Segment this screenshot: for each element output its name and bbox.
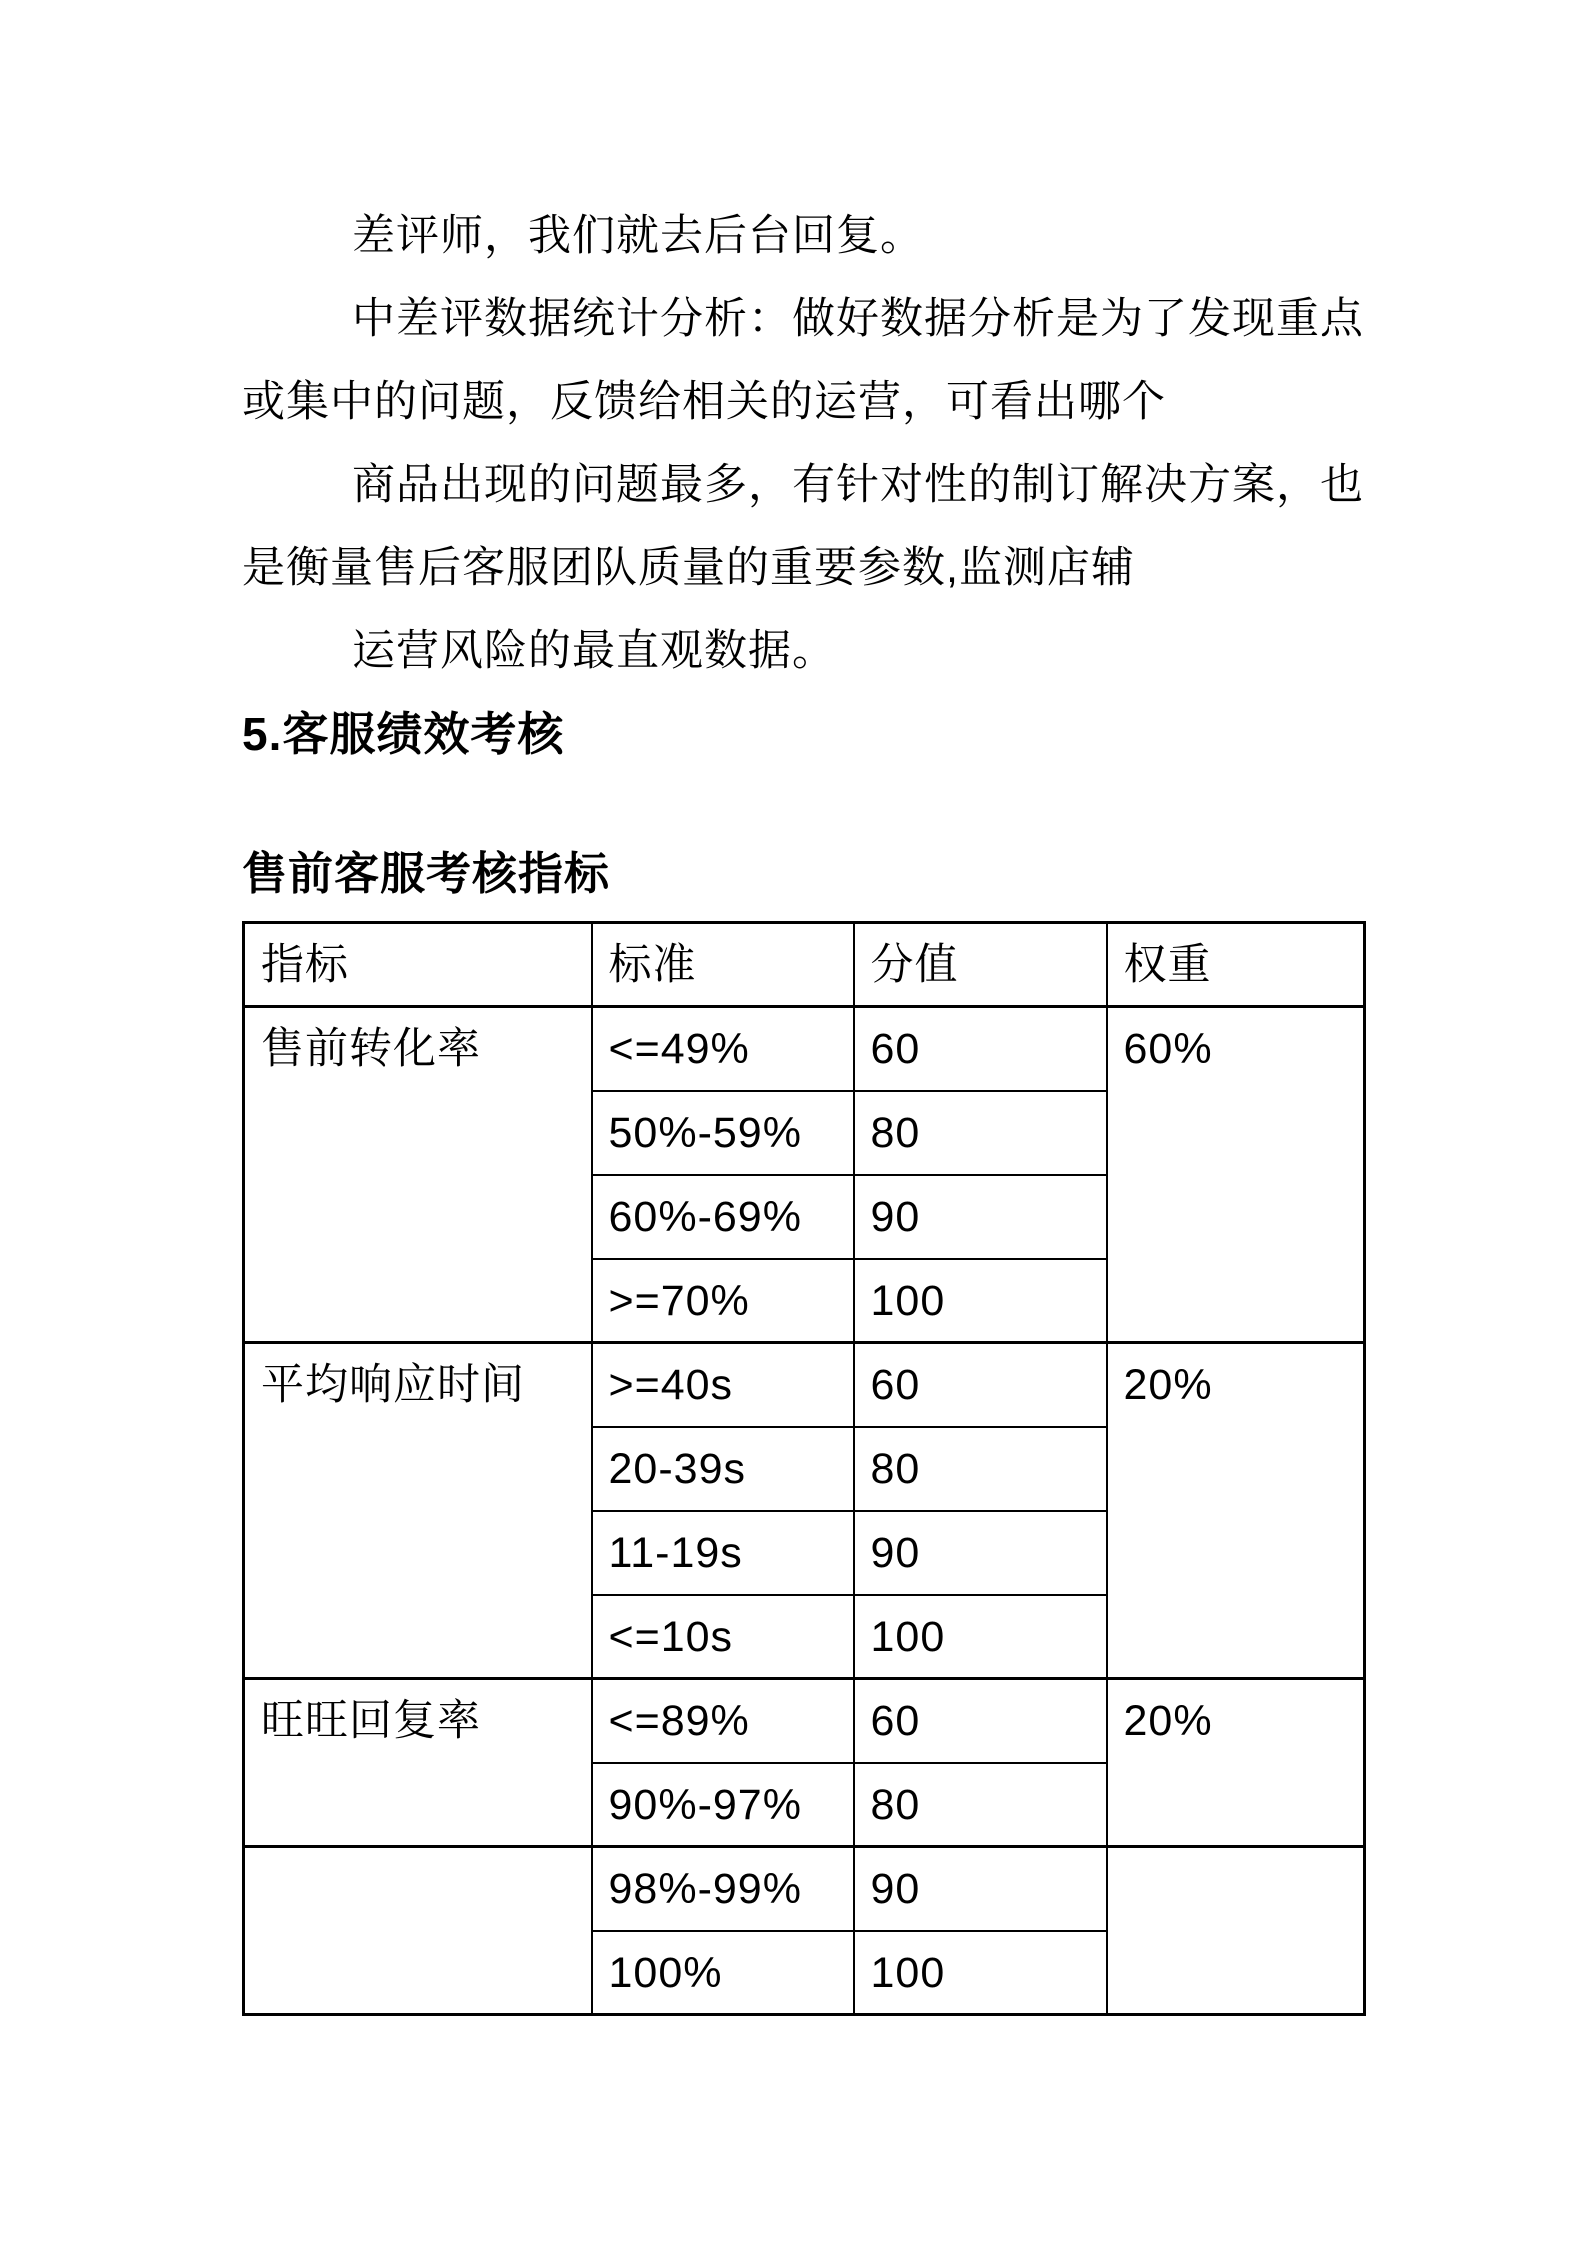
table-title: 售前客服考核指标 (242, 848, 611, 899)
body-line-2: 中差评数据统计分析：做好数据分析是为了发现重点 (352, 295, 1364, 343)
standard-cell: >=40s (592, 1343, 854, 1427)
body-line-6: 运营风险的最直观数据。 (352, 627, 836, 675)
score-cell: 90 (854, 1175, 1107, 1259)
score-cell: 90 (854, 1847, 1107, 1931)
header-cell-score: 分值 (854, 923, 1107, 1007)
score-cell: 60 (854, 1343, 1107, 1427)
header-cell-standard: 标准 (592, 923, 854, 1007)
standard-cell: 20-39s (592, 1427, 854, 1511)
weight-cell-empty (1107, 1847, 1365, 2015)
indicator-cell-empty (244, 1847, 592, 2015)
standard-cell: 60%-69% (592, 1175, 854, 1259)
score-cell: 60 (854, 1007, 1107, 1091)
weight-cell: 60% (1107, 1007, 1365, 1343)
standard-cell: 98%-99% (592, 1847, 854, 1931)
indicator-cell: 售前转化率 (244, 1007, 592, 1343)
standard-cell: 100% (592, 1931, 854, 2015)
indicator-cell: 平均响应时间 (244, 1343, 592, 1679)
body-line-3: 或集中的问题，反馈给相关的运营，可看出哪个 (242, 378, 1166, 426)
score-cell: 80 (854, 1763, 1107, 1847)
table-row (244, 1679, 1365, 1763)
standard-cell: 11-19s (592, 1511, 854, 1595)
score-cell: 60 (854, 1679, 1107, 1763)
standard-cell: >=70% (592, 1259, 854, 1343)
standard-cell: 90%-97% (592, 1763, 854, 1847)
standard-cell: 50%-59% (592, 1091, 854, 1175)
standard-cell: <=49% (592, 1007, 854, 1091)
kpi-table (242, 921, 1366, 2016)
body-line-4: 商品出现的问题最多，有针对性的制订解决方案，也 (352, 461, 1364, 509)
body-line-5: 是衡量售后客服团队质量的重要参数,监测店辅 (242, 544, 1135, 592)
score-cell: 90 (854, 1511, 1107, 1595)
weight-cell: 20% (1107, 1343, 1365, 1679)
score-cell: 100 (854, 1595, 1107, 1679)
vertical-spacer (242, 776, 1364, 832)
body-line-1: 差评师，我们就去后台回复。 (352, 212, 924, 260)
section-heading: 5.客服绩效考核 (242, 708, 565, 760)
score-cell: 80 (854, 1091, 1107, 1175)
indicator-cell: 旺旺回复率 (244, 1679, 592, 1847)
score-cell: 100 (854, 1259, 1107, 1343)
table-row (244, 1007, 1365, 1091)
score-cell: 80 (854, 1427, 1107, 1511)
table-header-row (244, 923, 1365, 1007)
document-content (242, 195, 1364, 2016)
score-cell: 100 (854, 1931, 1107, 2015)
table-row (244, 1847, 1365, 1931)
standard-cell: <=10s (592, 1595, 854, 1679)
header-cell-indicator: 指标 (244, 923, 592, 1007)
table-row (244, 1343, 1365, 1427)
standard-cell: <=89% (592, 1679, 854, 1763)
weight-cell: 20% (1107, 1679, 1365, 1847)
header-cell-weight: 权重 (1107, 923, 1365, 1007)
